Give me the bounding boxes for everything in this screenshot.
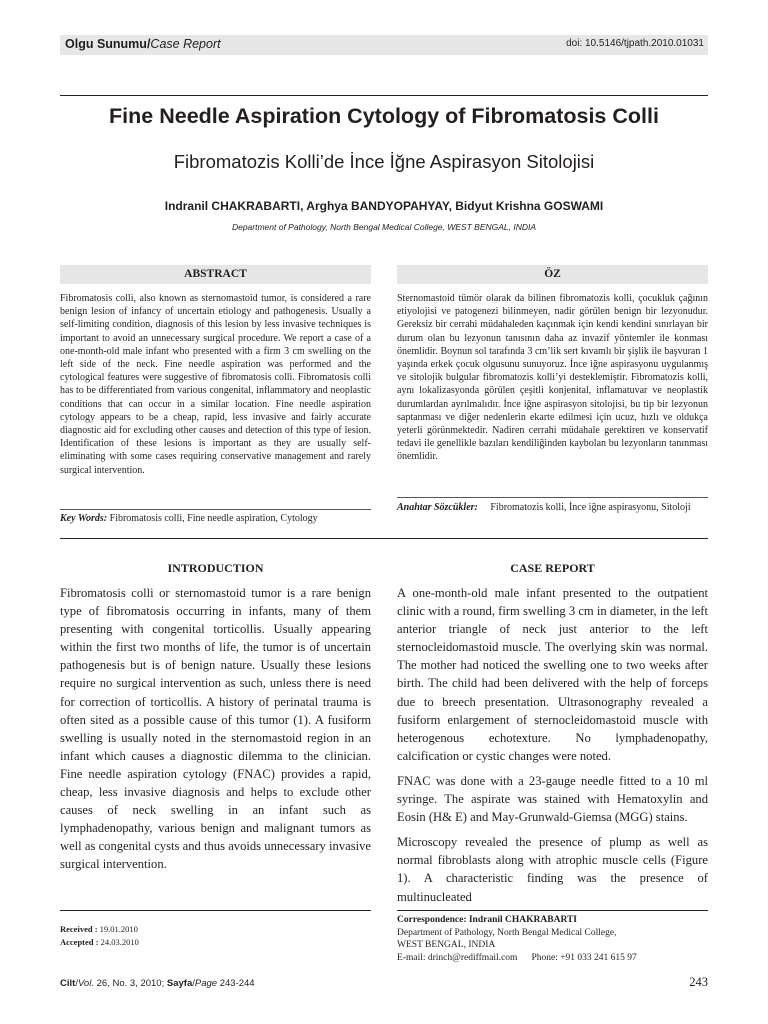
oz-heading: ÖZ — [397, 265, 708, 284]
section-type-en: Case Report — [150, 37, 221, 51]
keywords-value: Fibromatosis colli, Fine needle aspiration, Cytology — [109, 513, 318, 524]
accepted-date: Accepted : 24.03.2010 — [60, 936, 139, 947]
author-list: Indranil CHAKRABARTI, Arghya BANDYOPAHYAY, Bidyut Krishna GOSWAMI — [164, 199, 604, 213]
case-report-heading: CASE REPORT — [510, 561, 595, 575]
case-paragraph-2: FNAC was done with a 23-gauge needle fitted to a 10 ml syringe. The aspirate was stained with Hematoxylin and Eosin (H& E) and May-Grunwald-Giemsa (MGG) stains. — [397, 773, 708, 825]
submission-dates — [60, 923, 139, 948]
page-number: 243 — [689, 975, 708, 989]
header-divider — [60, 95, 708, 96]
keywords-divider — [60, 509, 371, 510]
correspondence — [397, 914, 708, 965]
keywords-label: Key Words: — [60, 513, 108, 524]
correspondence-line-2: WEST BENGAL, INDIA — [397, 940, 496, 951]
section-divider — [60, 538, 708, 539]
anahtar-value: Fibromatozis kolli, İnce iğne aspirasyonu, Sitoloji — [490, 502, 691, 513]
author-affiliation: Department of Pathology, North Bengal Medical College, WEST BENGAL, INDIA — [231, 222, 537, 232]
introduction-heading: INTRODUCTION — [167, 561, 264, 575]
abstract-heading: ABSTRACT — [60, 265, 371, 284]
article-type: Olgu Sunumu/Case Report — [65, 37, 221, 51]
introduction-text — [60, 584, 371, 881]
article-title: Fine Needle Aspiration Cytology of Fibromatosis Colli — [109, 104, 659, 128]
abstract-text: Fibromatosis colli, also known as sternomastoid tumor, is considered a rare benign lesion of infancy of uncertain etiology and pathogenesis. Usually a self-limiting condition, diagnosis of this lesion by less invasive techniques is important to avoid an unnecessary surgical procedure. We report a case of a one-month-old male infant who presented with a firm 3 cm swelling on the left side of the neck. Fine needle aspiration was performed and the cytological features were suggestive of fibromatosis colli. Fibromatosis colli has to be differentiated from various congenital, inflammatory and neoplastic conditions that can occur in a similar location. Fine needle aspiration cytology appears to be a cheap, rapid, less invasive and fairly accurate diagnostic aid for excluding other causes and detection of this type of lesion. Identification of these lesions is important as they are usually self-eliminating with some cases requiring conservative management and rarely surgical intervention. — [60, 293, 371, 476]
oz-text: Sternomastoid tümör olarak da bilinen fibromatozis kolli, çocukluk çağının etiyolojisi ve patogenezi bilinmeyen, nadir görülen benign bir lezyonudur. Gereksiz bir cerrahi müdahaleden kaçınmak için kendi kendini sınırlayan bir durum olan bu lezyonun tanısının daha az invazif yöntemler ile konması önemlidir. Boynun sol tarafında 3 cm’lik sert kıvamlı bir şişlik ile başvuran 1 yaşında erkek çocuk olgusunu sunuyoruz. İnce iğne aspirasyonu uygulanmış ve sitolojik bulgular fibromatozis kolli’yi desteklemiştir. Fibromatozis kolli, aynı lokalizasyonda görülen çeşitli konjenital, inflamatuvar ve neoplastik durumlardan ayrılmalıdır. İnce iğne aspirasyon sitolojisi, bu tip bir lezyonun saptanması ve diğer nedenlerin ekarte edilmesi için ucuz, hızlı ve oldukça yeterli görünmektedir. Nadiren cerrahi müdahale gerektiren ve konservatif tedavi ile genellikle bazıları kendiliğinden kaybolan bu lezyonların tanınması önemlidir. — [397, 293, 708, 463]
received-date: Received : 19.01.2010 — [60, 924, 138, 934]
correspondence-phone: Phone: +91 033 241 615 97 — [531, 953, 637, 964]
doi-link[interactable]: doi: 10.5146/tjpath.2010.01031 — [566, 38, 704, 49]
case-paragraph-3: Microscopy revealed the presence of plump as well as normal fibroblasts along with atrophic muscle cells (Figure 1). A characteristic finding was the presence of multinucleated — [397, 835, 708, 904]
correspondence-label: Correspondence: Indranil CHAKRABARTI — [397, 915, 578, 925]
correspondence-email[interactable]: E-mail: drinch@rediffmail.com — [397, 953, 518, 964]
article-subtitle-tr: Fibromatozis Kolli’de İnce İğne Aspirasyon Sitolojisi — [173, 151, 595, 172]
footnote-divider-left — [60, 910, 371, 911]
citation-footer: Cilt/Vol. 26, No. 3, 2010; Sayfa/Page 243-244 — [60, 978, 255, 989]
journal-header-bar — [60, 35, 708, 55]
case-paragraph-1: A one-month-old male infant presented to the outpatient clinic with a round, firm swelling 3 cm in diameter, in the left anterior triangle of neck just anterior to the left sternocleidomastoid muscle. The overlying skin was normal. The mother had noticed the swelling one to two weeks after birth. The child had been delivered with the help of forceps due to breech presentation. Ultrasonography revealed a fusiform enlargement of sternocleidomastoid muscle with heterogenous echotexture. No lymphadenopathy, calcification or cystic changes were noted. — [397, 586, 708, 763]
footnote-divider-right — [397, 910, 708, 911]
anahtar-label: Anahtar Sözcükler: — [397, 502, 478, 513]
correspondence-line-1: Department of Pathology, North Bengal Medical College, — [397, 927, 617, 938]
anahtar-sozcukler — [397, 501, 708, 515]
case-report-text — [397, 584, 708, 913]
anahtar-divider — [397, 497, 708, 498]
keywords — [60, 512, 371, 525]
section-type-tr: Olgu Sunumu — [65, 37, 147, 51]
introduction-paragraph: Fibromatosis colli or sternomastoid tumor is a rare benign type of fibromatosis occurring in infants, many of them presenting with congenital torticollis. Usually appearing within the first two months of life, the tumor is of uncertain pathogenesis but is of benign nature. Usually these lesions require no surgical intervention as such, unless there is need for correction of torticollis. A history of perinatal trauma is often sited as a possible cause of this tumor (1). A fusiform swelling is usually noted in the sternomastoid region in an infant which causes a diagnostic dilemma to the clinician. Fine needle aspiration cytology (FNAC) provides a rapid, cheap, less invasive diagnosis and helps to exclude other causes of neck swelling in an infant such as lymphadenopathy, various benign and malignant tumors as well as congenital cysts and thus avoids unnecessary invasive surgical intervention. — [60, 586, 371, 872]
